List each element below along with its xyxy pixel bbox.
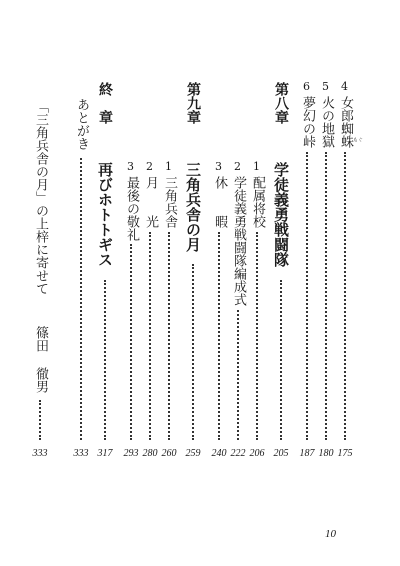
dot-leader: [104, 280, 106, 440]
page-number: 187: [299, 448, 315, 459]
dot-leader: [192, 264, 194, 440]
section-number: 5: [319, 80, 332, 93]
page-number: 206: [249, 448, 265, 459]
dot-leader: [344, 152, 346, 440]
chapter-9-heading: 三角兵舎の月: [184, 162, 202, 252]
chapter-9-label: 第九章: [185, 82, 201, 124]
dot-leader: [130, 244, 132, 440]
section-title: 三角兵舎: [162, 176, 177, 228]
contribution-title: 「三角兵舎の月」の上梓に寄せて: [33, 100, 48, 295]
section-title: 最後の敬礼: [124, 176, 139, 241]
section-number: 2: [143, 160, 156, 173]
chapter-8-label: 第八章: [273, 82, 289, 124]
section-title: 火の地獄: [319, 96, 334, 148]
section-title: 女郎蜘蛛: [338, 96, 353, 148]
section-number: 3: [212, 160, 225, 173]
dot-leader: [325, 152, 327, 440]
page-number: 205: [273, 448, 289, 459]
section-title: 学徒義勇戦闘隊編成式: [231, 176, 246, 306]
page-number: 333: [73, 448, 89, 459]
dot-leader: [256, 232, 258, 440]
dot-leader: [237, 310, 239, 440]
section-number: 2: [231, 160, 244, 173]
section-title: 休 暇: [212, 176, 227, 228]
contribution-author: 篠田 徹男: [33, 326, 48, 393]
dot-leader: [306, 152, 308, 440]
page-number: 180: [318, 448, 334, 459]
section-number: 1: [162, 160, 175, 173]
dot-leader: [149, 232, 151, 440]
page-number: 259: [185, 448, 201, 459]
section-title: 月 光: [143, 176, 158, 228]
page-number: 293: [123, 448, 139, 459]
section-number: 3: [124, 160, 137, 173]
final-chapter-heading: 再びホトトギス: [96, 162, 114, 267]
section-title: 配属将校: [250, 176, 265, 228]
section-number: 4: [338, 80, 351, 93]
afterword-label: あとがき: [74, 98, 89, 150]
ruby-annotation: ぐも: [352, 137, 363, 142]
dot-leader: [168, 232, 170, 440]
page-number: 333: [32, 448, 48, 459]
page-number: 222: [230, 448, 246, 459]
dot-leader: [39, 400, 41, 440]
page-number: 260: [161, 448, 177, 459]
section-title: 夢幻の峠: [300, 96, 315, 148]
final-chapter-label: 終 章: [97, 82, 113, 124]
dot-leader: [80, 158, 82, 440]
page-number: 240: [211, 448, 227, 459]
folio-page-number: 10: [325, 528, 336, 540]
chapter-8-heading: 学徒義勇戦闘隊: [272, 162, 290, 267]
dot-leader: [218, 232, 220, 440]
section-number: 1: [250, 160, 263, 173]
section-number: 6: [300, 80, 313, 93]
page-number: 175: [337, 448, 353, 459]
page-number: 280: [142, 448, 158, 459]
page-number: 317: [97, 448, 113, 459]
dot-leader: [280, 280, 282, 440]
